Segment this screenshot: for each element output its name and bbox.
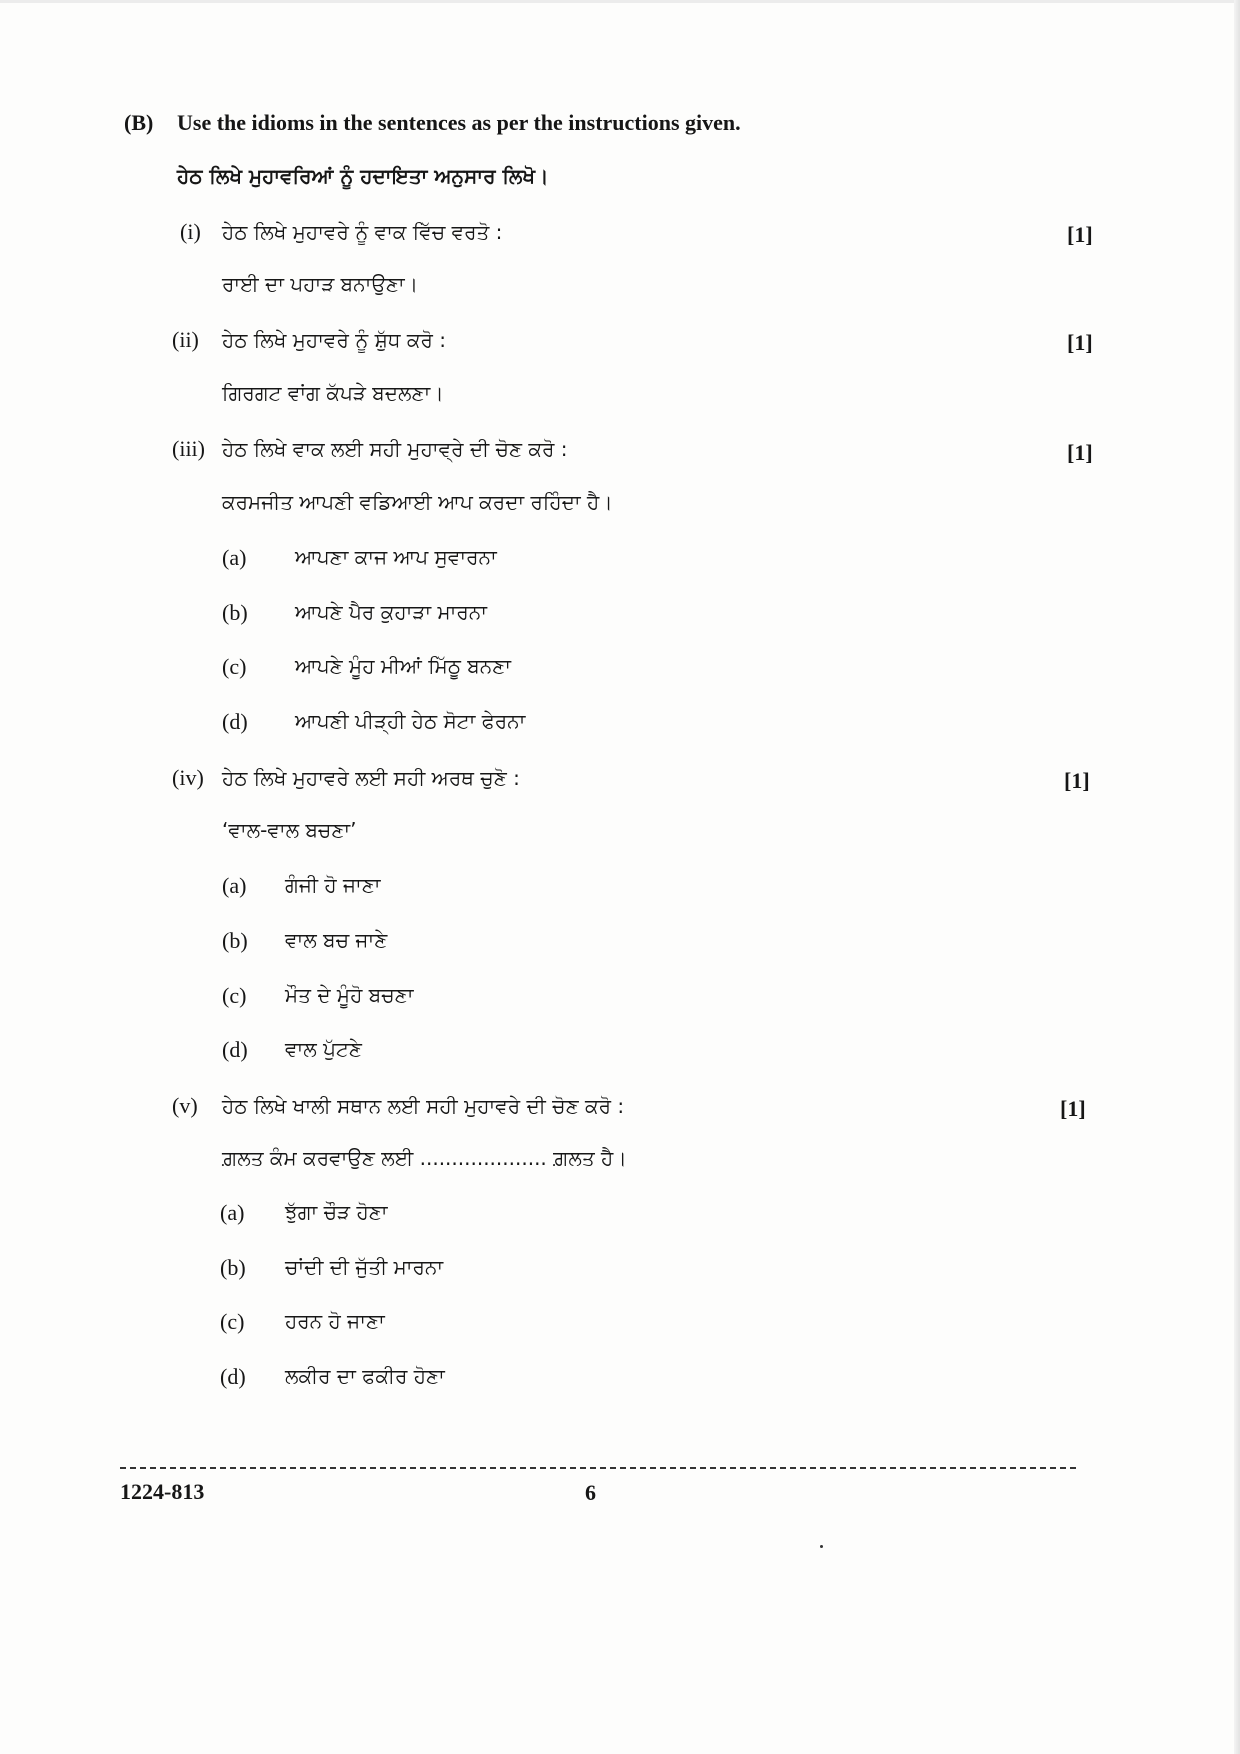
- question-text: ਗਿਰਗਟ ਵਾਂਗ ਕੱਪੜੇ ਬਦਲਣਾ।: [222, 381, 444, 405]
- option-text: ਝੁੱਗਾ ਚੌੜ ਹੋਣਾ: [285, 1200, 388, 1224]
- option-label: (b): [220, 1255, 246, 1280]
- question-instruction: ਹੇਠ ਲਿਖੇ ਮੁਹਾਵਰੇ ਨੂੰ ਵਾਕ ਵਿੱਚ ਵਰਤੋ :: [222, 220, 503, 244]
- page-number: 6: [585, 1480, 596, 1505]
- paper-code: 1224-813: [120, 1479, 205, 1504]
- option-label: (d): [220, 1364, 246, 1389]
- footer-dashed-rule: [120, 1467, 1076, 1469]
- question-number: (iv): [172, 765, 204, 790]
- option-label: (c): [222, 983, 247, 1008]
- option-text: ਮੌਤ ਦੇ ਮੂੰਹੋ ਬਚਣਾ: [285, 983, 414, 1007]
- question-instruction: ਹੇਠ ਲਿਖੇ ਮੁਹਾਵਰੇ ਲਈ ਸਹੀ ਅਰਥ ਚੁਣੋ :: [222, 766, 520, 790]
- option-label: (a): [222, 545, 247, 570]
- option-text: ਹਰਨ ਹੋ ਜਾਣਾ: [285, 1309, 385, 1333]
- section-label: (B): [124, 110, 154, 135]
- question-instruction: ਹੇਠ ਲਿਖੇ ਵਾਕ ਲਈ ਸਹੀ ਮੁਹਾਵ੍ਰੇ ਦੀ ਚੋਣ ਕਰੋ :: [222, 437, 568, 461]
- option-text: ਆਪਣੇ ਮੂੰਹ ਮੀਆਂ ਮਿੱਠੂ ਬਨਣਾ: [295, 654, 512, 678]
- question-number: (ii): [172, 327, 199, 352]
- option-text: ਗੰਜੀ ਹੋ ਜਾਣਾ: [285, 873, 381, 897]
- option-label: (b): [222, 600, 248, 625]
- option-text: ਆਪਣੇ ਪੈਰ ਕੁਹਾੜਾ ਮਾਰਨਾ: [295, 600, 487, 624]
- question-text: ਕਰਮਜੀਤ ਆਪਣੀ ਵਡਿਆਈ ਆਪ ਕਰਦਾ ਰਹਿੰਦਾ ਹੈ।: [222, 490, 613, 514]
- page-right-edge: [1234, 0, 1240, 1754]
- option-label: (c): [220, 1309, 245, 1334]
- question-marks: [1]: [1060, 1096, 1086, 1121]
- scan-speck: [820, 1545, 823, 1548]
- option-text: ਵਾਲ ਪੁੱਟਣੇ: [285, 1037, 362, 1061]
- option-text: ਚਾਂਦੀ ਦੀ ਜੁੱਤੀ ਮਾਰਨਾ: [285, 1255, 444, 1279]
- option-label: (c): [222, 654, 247, 679]
- option-label: (a): [220, 1200, 245, 1225]
- question-text: ‘ਵਾਲ-ਵਾਲ ਬਚਣਾ’: [222, 818, 357, 842]
- question-instruction: ਹੇਠ ਲਿਖੇ ਖਾਲੀ ਸਥਾਨ ਲਈ ਸਹੀ ਮੁਹਾਵਰੇ ਦੀ ਚੋਣ ਕਰੋ :: [222, 1094, 625, 1118]
- option-label: (a): [222, 873, 247, 898]
- question-text: ਰਾਈ ਦਾ ਪਹਾੜ ਬਨਾਉਣਾ।: [222, 272, 419, 296]
- question-marks: [1]: [1067, 222, 1093, 247]
- question-marks: [1]: [1067, 330, 1093, 355]
- question-marks: [1]: [1064, 768, 1090, 793]
- option-label: (d): [222, 709, 248, 734]
- option-text: ਆਪਣੀ ਪੀੜ੍ਹੀ ਹੇਠ ਸੋਟਾ ਫੇਰਨਾ: [295, 709, 526, 733]
- page-top-edge: [0, 0, 1240, 3]
- option-text: ਲਕੀਰ ਦਾ ਫਕੀਰ ਹੋਣਾ: [285, 1364, 445, 1388]
- question-text: ਗ਼ਲਤ ਕੰਮ ਕਰਵਾਉਣ ਲਈ .................... ਗ਼ਲਤ ਹੈ।: [222, 1146, 627, 1170]
- question-instruction: ਹੇਠ ਲਿਖੇ ਮੁਹਾਵਰੇ ਨੂੰ ਸ਼ੁੱਧ ਕਰੋ :: [222, 328, 446, 352]
- option-label: (d): [222, 1037, 248, 1062]
- section-heading: Use the idioms in the sentences as per the instructions given.: [177, 110, 741, 135]
- question-marks: [1]: [1067, 440, 1093, 465]
- option-text: ਆਪਣਾ ਕਾਜ ਆਪ ਸੁਵਾਰਨਾ: [295, 545, 497, 569]
- option-label: (b): [222, 928, 248, 953]
- question-number: (iii): [172, 436, 205, 461]
- option-text: ਵਾਲ ਬਚ ਜਾਣੇ: [285, 928, 388, 952]
- question-number: (v): [172, 1093, 198, 1118]
- question-number: (i): [180, 219, 201, 244]
- section-heading-punjabi: ਹੇਠ ਲਿਖੇ ਮੁਹਾਵਰਿਆਂ ਨੂੰ ਹਦਾਇਤਾ ਅਨੁਸਾਰ ਲਿਖੋ।: [177, 164, 549, 188]
